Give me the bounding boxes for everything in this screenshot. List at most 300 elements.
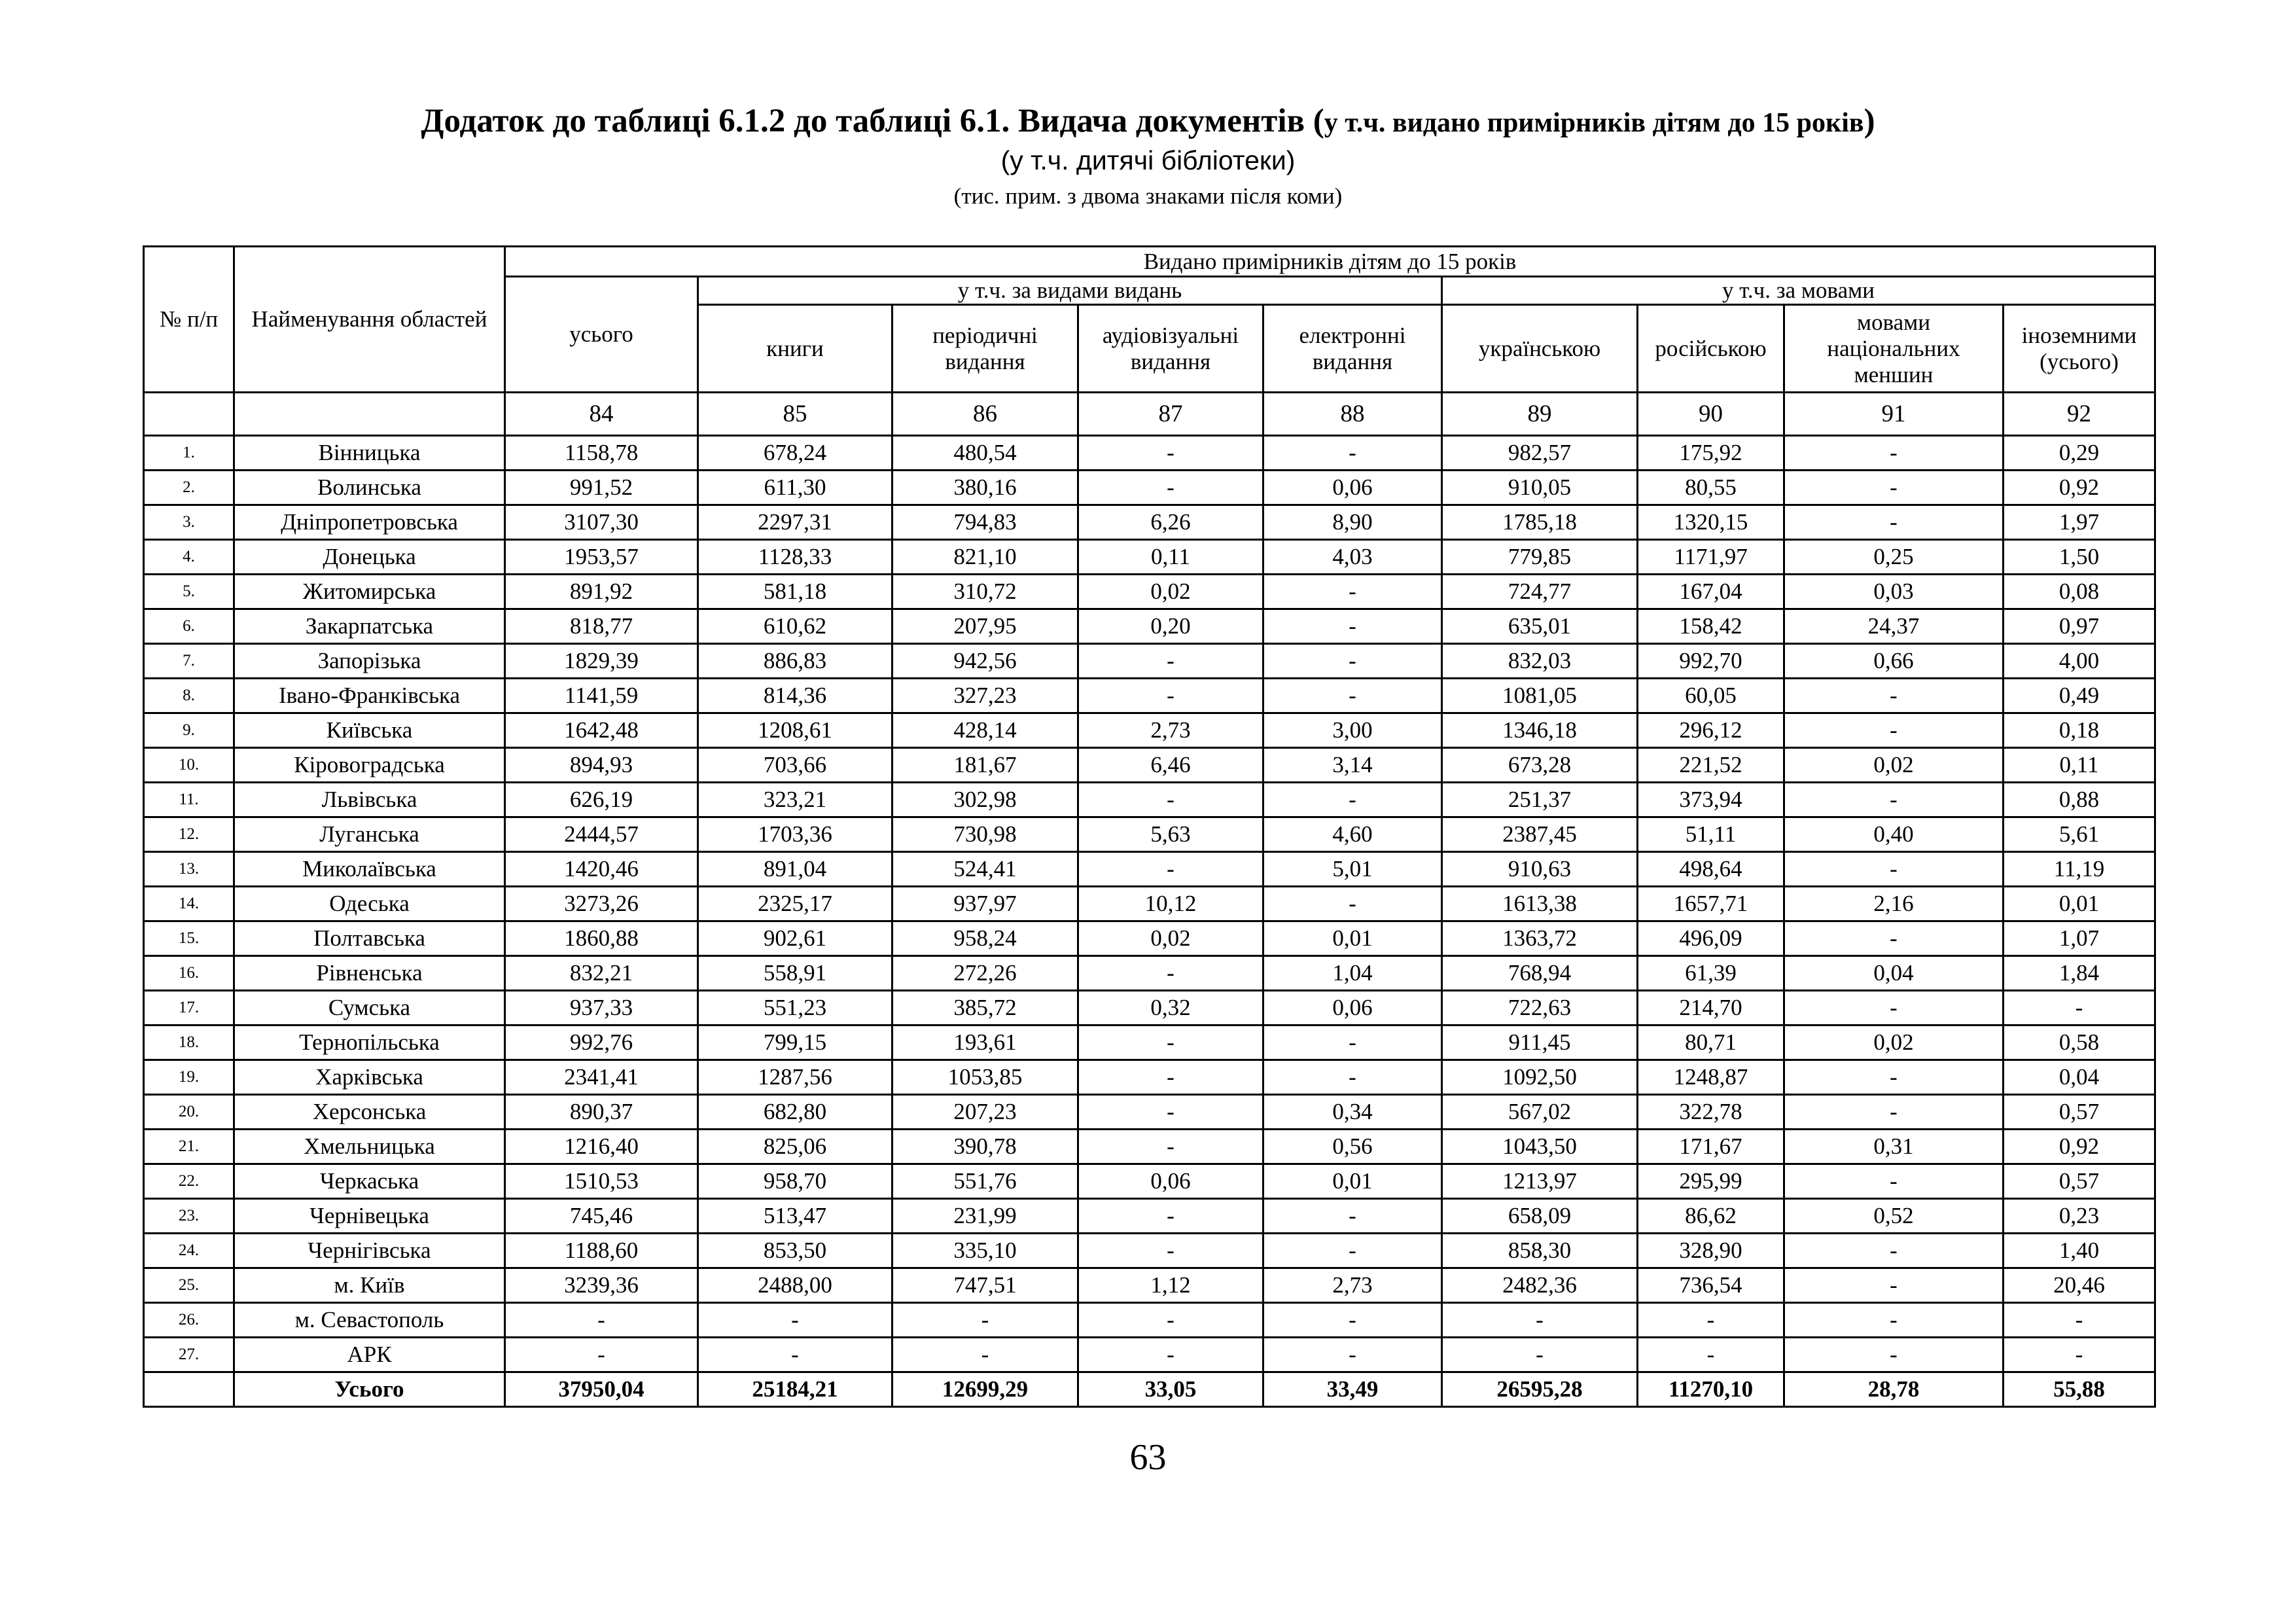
table-cell: 551,23 (698, 991, 892, 1026)
table-cell: 207,23 (892, 1095, 1078, 1130)
table-cell: 80,55 (1638, 471, 1784, 505)
table-cell: - (1078, 1026, 1263, 1060)
table-cell: 678,24 (698, 436, 892, 471)
table-cell: 25184,21 (698, 1372, 892, 1407)
table-cell: - (1078, 1234, 1263, 1268)
table-cell: - (1784, 1303, 2004, 1338)
title-main: Додаток до таблиці 6.1.2 до таблиці 6.1. Видача документів ( (421, 103, 1324, 139)
table-cell: - (1078, 1095, 1263, 1130)
row-number: 23. (144, 1199, 234, 1234)
table-cell: - (1784, 505, 2004, 540)
region-name: Івано-Франківська (234, 679, 505, 713)
table-cell: 3107,30 (505, 505, 698, 540)
table-cell: - (505, 1338, 698, 1372)
column-number: 89 (1442, 393, 1638, 436)
table-row (144, 1060, 2155, 1095)
table-cell: 1171,97 (1638, 540, 1784, 575)
data-table (143, 245, 2156, 1408)
table-cell: 858,30 (1442, 1234, 1638, 1268)
table-cell: 703,66 (698, 748, 892, 783)
table-cell: 0,92 (2004, 1130, 2155, 1164)
table-cell: 1208,61 (698, 713, 892, 748)
table-cell: 1216,40 (505, 1130, 698, 1164)
table-cell: 86,62 (1638, 1199, 1784, 1234)
table-cell: - (1784, 783, 2004, 817)
table-cell: 10,12 (1078, 887, 1263, 921)
table-cell: 0,88 (2004, 783, 2155, 817)
table-cell: 1363,72 (1442, 921, 1638, 956)
table-cell: 0,02 (1784, 1026, 2004, 1060)
table-cell: 0,56 (1263, 1130, 1442, 1164)
table-cell: 853,50 (698, 1234, 892, 1268)
table-row (144, 644, 2155, 679)
table-row (144, 921, 2155, 956)
table-row (144, 1303, 2155, 1338)
table-cell: 1,07 (2004, 921, 2155, 956)
table-cell: 1,50 (2004, 540, 2155, 575)
table-cell: 991,52 (505, 471, 698, 505)
table-cell: 61,39 (1638, 956, 1784, 991)
table-cell: - (1442, 1303, 1638, 1338)
table-cell: 0,20 (1078, 609, 1263, 644)
region-name: Хмельницька (234, 1130, 505, 1164)
table-row (144, 1268, 2155, 1303)
table-cell: - (1078, 436, 1263, 471)
region-name: АРК (234, 1338, 505, 1372)
table-cell: 1081,05 (1442, 679, 1638, 713)
table-cell: 2,73 (1263, 1268, 1442, 1303)
region-name: Дніпропетровська (234, 505, 505, 540)
table-cell: 768,94 (1442, 956, 1638, 991)
table-cell: - (1784, 852, 2004, 887)
table-cell: - (2004, 1303, 2155, 1338)
col-header-foreign: іноземними (усього) (2004, 305, 2155, 393)
table-cell: 736,54 (1638, 1268, 1784, 1303)
table-cell: 902,61 (698, 921, 892, 956)
table-cell: 2297,31 (698, 505, 892, 540)
table-cell: - (1784, 471, 2004, 505)
table-cell: 24,37 (1784, 609, 2004, 644)
table-cell: - (1784, 1338, 2004, 1372)
table-cell: 937,97 (892, 887, 1078, 921)
table-cell: 181,67 (892, 748, 1078, 783)
table-cell: 0,32 (1078, 991, 1263, 1026)
table-cell: 745,46 (505, 1199, 698, 1234)
table-cell: 1657,71 (1638, 887, 1784, 921)
table-row (144, 991, 2155, 1026)
region-name: Київська (234, 713, 505, 748)
row-number: 9. (144, 713, 234, 748)
region-name: Донецька (234, 540, 505, 575)
table-cell: - (1078, 1199, 1263, 1234)
table-cell: 1,97 (2004, 505, 2155, 540)
column-number: 87 (1078, 393, 1263, 436)
region-name: Херсонська (234, 1095, 505, 1130)
table-cell: 611,30 (698, 471, 892, 505)
row-number: 17. (144, 991, 234, 1026)
region-name: Вінницька (234, 436, 505, 471)
title-close: ) (1863, 103, 1875, 139)
table-cell: 1785,18 (1442, 505, 1638, 540)
region-name: м. Київ (234, 1268, 505, 1303)
table-cell: 1248,87 (1638, 1060, 1784, 1095)
table-cell: 207,95 (892, 609, 1078, 644)
row-number: 24. (144, 1234, 234, 1268)
table-cell: 958,70 (698, 1164, 892, 1199)
col-header-audiovisual: аудіовізуальні видання (1078, 305, 1263, 393)
table-cell: 524,41 (892, 852, 1078, 887)
document-subtitle: (у т.ч. дитячі бібліотеки) (1000, 145, 1296, 175)
table-cell: 779,85 (1442, 540, 1638, 575)
row-number: 22. (144, 1164, 234, 1199)
region-name: Чернігівська (234, 1234, 505, 1268)
table-cell: 0,58 (2004, 1026, 2155, 1060)
table-cell: 28,78 (1784, 1372, 2004, 1407)
row-number: 2. (144, 471, 234, 505)
col-header-russian: російською (1638, 305, 1784, 393)
region-name: Миколаївська (234, 852, 505, 887)
table-cell: 1953,57 (505, 540, 698, 575)
row-number: 18. (144, 1026, 234, 1060)
region-name: Кіровоградська (234, 748, 505, 783)
table-cell: 2,16 (1784, 887, 2004, 921)
table-cell: 390,78 (892, 1130, 1078, 1164)
table-cell: 251,37 (1442, 783, 1638, 817)
column-number: 90 (1638, 393, 1784, 436)
table-cell: 193,61 (892, 1026, 1078, 1060)
page-number: 63 (1129, 1437, 1167, 1478)
group-types-header: у т.ч. за видами видань (698, 277, 1442, 305)
row-number: 21. (144, 1130, 234, 1164)
table-cell: 295,99 (1638, 1164, 1784, 1199)
row-number: 12. (144, 817, 234, 852)
table-cell: 0,02 (1784, 748, 2004, 783)
region-name: Волинська (234, 471, 505, 505)
table-cell: 910,05 (1442, 471, 1638, 505)
table-cell: - (698, 1303, 892, 1338)
table-cell: 551,76 (892, 1164, 1078, 1199)
table-cell: 6,26 (1078, 505, 1263, 540)
table-row (144, 1234, 2155, 1268)
table-cell: 302,98 (892, 783, 1078, 817)
table-cell: 1420,46 (505, 852, 698, 887)
column-number: 85 (698, 393, 892, 436)
table-cell: 20,46 (2004, 1268, 2155, 1303)
col-name-header: Найменування областей (234, 247, 505, 393)
table-cell: 428,14 (892, 713, 1078, 748)
table-cell: 3273,26 (505, 887, 698, 921)
table-cell: 1510,53 (505, 1164, 698, 1199)
table-cell: 0,52 (1784, 1199, 2004, 1234)
column-number-blank (234, 393, 505, 436)
table-row (144, 1338, 2155, 1372)
table-cell: - (1263, 1060, 1442, 1095)
region-name: Чернівецька (234, 1199, 505, 1234)
table-cell: 1346,18 (1442, 713, 1638, 748)
table-cell: 33,05 (1078, 1372, 1263, 1407)
table-cell: 0,02 (1078, 921, 1263, 956)
table-cell: 33,49 (1263, 1372, 1442, 1407)
table-cell: - (1784, 921, 2004, 956)
table-cell: - (1078, 1338, 1263, 1372)
table-row (144, 540, 2155, 575)
row-number: 1. (144, 436, 234, 471)
table-cell: 958,24 (892, 921, 1078, 956)
col-header-electronic: електронні видання (1263, 305, 1442, 393)
table-cell: - (698, 1338, 892, 1372)
row-number: 5. (144, 575, 234, 609)
table-cell: 0,04 (2004, 1060, 2155, 1095)
table-cell: - (1263, 783, 1442, 817)
region-name: Львівська (234, 783, 505, 817)
column-number: 88 (1263, 393, 1442, 436)
table-cell: 60,05 (1638, 679, 1784, 713)
table-cell: - (1263, 1338, 1442, 1372)
table-cell: 635,01 (1442, 609, 1638, 644)
table-cell: 682,80 (698, 1095, 892, 1130)
table-cell: - (1263, 1026, 1442, 1060)
region-name: Луганська (234, 817, 505, 852)
table-cell: 747,51 (892, 1268, 1078, 1303)
table-cell: - (1784, 436, 2004, 471)
table-cell: 327,23 (892, 679, 1078, 713)
table-cell: - (1442, 1338, 1638, 1372)
row-number: 11. (144, 783, 234, 817)
table-cell: 328,90 (1638, 1234, 1784, 1268)
column-number: 91 (1784, 393, 2004, 436)
table-cell: 1141,59 (505, 679, 698, 713)
table-cell: 730,98 (892, 817, 1078, 852)
table-cell: 310,72 (892, 575, 1078, 609)
table-cell: 322,78 (1638, 1095, 1784, 1130)
col-header-books: книги (698, 305, 892, 393)
table-cell: 0,57 (2004, 1164, 2155, 1199)
table-row (144, 713, 2155, 748)
table-cell: 80,71 (1638, 1026, 1784, 1060)
table-cell: 11,19 (2004, 852, 2155, 887)
table-cell: 0,11 (2004, 748, 2155, 783)
row-number (144, 1372, 234, 1407)
col-header-total: усього (505, 277, 698, 393)
col-header-ukrainian: українською (1442, 305, 1638, 393)
table-cell: 886,83 (698, 644, 892, 679)
table-cell: 626,19 (505, 783, 698, 817)
table-cell: 0,40 (1784, 817, 2004, 852)
row-number: 10. (144, 748, 234, 783)
table-cell: 0,01 (1263, 1164, 1442, 1199)
table-cell: - (892, 1338, 1078, 1372)
col-num-header: № п/п (144, 247, 234, 393)
table-cell: - (1078, 644, 1263, 679)
row-number: 13. (144, 852, 234, 887)
region-name: Запорізька (234, 644, 505, 679)
table-cell: 0,02 (1078, 575, 1263, 609)
column-number-blank (144, 393, 234, 436)
table-row (144, 887, 2155, 921)
table-cell: - (1263, 436, 1442, 471)
row-number: 25. (144, 1268, 234, 1303)
table-cell: 0,01 (1263, 921, 1442, 956)
table-cell: 373,94 (1638, 783, 1784, 817)
row-number: 4. (144, 540, 234, 575)
table-cell: 2387,45 (1442, 817, 1638, 852)
table-row (144, 748, 2155, 783)
table-cell: 2482,36 (1442, 1268, 1638, 1303)
table-row (144, 471, 2155, 505)
table-cell: - (1263, 609, 1442, 644)
table-cell: - (1078, 1060, 1263, 1095)
column-number-row (144, 393, 2155, 436)
table-cell: 794,83 (892, 505, 1078, 540)
table-row (144, 679, 2155, 713)
table-cell: 171,67 (1638, 1130, 1784, 1164)
table-cell: 992,70 (1638, 644, 1784, 679)
table-cell: 724,77 (1442, 575, 1638, 609)
column-number: 86 (892, 393, 1078, 436)
row-number: 19. (144, 1060, 234, 1095)
table-cell: - (1263, 644, 1442, 679)
table-cell: 1613,38 (1442, 887, 1638, 921)
table-cell: 0,25 (1784, 540, 2004, 575)
region-name: Житомирська (234, 575, 505, 609)
table-cell: - (1078, 956, 1263, 991)
table-cell: 1287,56 (698, 1060, 892, 1095)
table-cell: 2325,17 (698, 887, 892, 921)
table-cell: 37950,04 (505, 1372, 698, 1407)
region-name: Усього (234, 1372, 505, 1407)
document-title (0, 101, 2296, 143)
table-cell: - (1784, 1234, 2004, 1268)
table-cell: - (1263, 679, 1442, 713)
table-cell: 558,91 (698, 956, 892, 991)
table-cell: 1128,33 (698, 540, 892, 575)
table-cell: - (1784, 713, 2004, 748)
table-row (144, 1026, 2155, 1060)
table-cell: - (1263, 575, 1442, 609)
table-cell: 323,21 (698, 783, 892, 817)
table-cell: 658,09 (1442, 1199, 1638, 1234)
table-cell: 498,64 (1638, 852, 1784, 887)
table-cell: - (1784, 1268, 2004, 1303)
table-cell: 0,06 (1263, 991, 1442, 1026)
table-cell: 5,01 (1263, 852, 1442, 887)
table-row (144, 1164, 2155, 1199)
row-number: 16. (144, 956, 234, 991)
table-cell: 825,06 (698, 1130, 892, 1164)
table-body (144, 436, 2155, 1407)
table-cell: 942,56 (892, 644, 1078, 679)
table-cell: 1043,50 (1442, 1130, 1638, 1164)
table-cell: 937,33 (505, 991, 698, 1026)
table-cell: 0,57 (2004, 1095, 2155, 1130)
table-cell: 0,03 (1784, 575, 2004, 609)
table-cell: 11270,10 (1638, 1372, 1784, 1407)
table-cell: 832,21 (505, 956, 698, 991)
table-cell: 891,92 (505, 575, 698, 609)
table-row (144, 817, 2155, 852)
group-main-header: Видано примірників дітям до 15 років (505, 247, 2155, 277)
row-number: 20. (144, 1095, 234, 1130)
table-cell: 1158,78 (505, 436, 698, 471)
units-note: (тис. прим. з двома знаками після коми) (953, 183, 1343, 209)
table-cell: 6,46 (1078, 748, 1263, 783)
table-cell: 0,97 (2004, 609, 2155, 644)
table-cell: 1,40 (2004, 1234, 2155, 1268)
table-cell: 480,54 (892, 436, 1078, 471)
table-cell: 722,63 (1442, 991, 1638, 1026)
table-row (144, 1199, 2155, 1234)
table-cell: 55,88 (2004, 1372, 2155, 1407)
table-row (144, 852, 2155, 887)
table-row (144, 956, 2155, 991)
row-number: 6. (144, 609, 234, 644)
table-cell: 8,90 (1263, 505, 1442, 540)
table-cell: 982,57 (1442, 436, 1638, 471)
title-qualifier: у т.ч. видано примірників дітям до 15 років (1324, 108, 1864, 138)
table-cell: 610,62 (698, 609, 892, 644)
group-langs-header: у т.ч. за мовами (1442, 277, 2155, 305)
table-cell: 0,06 (1078, 1164, 1263, 1199)
table-cell: 175,92 (1638, 436, 1784, 471)
region-name: Рівненська (234, 956, 505, 991)
table-cell: - (1638, 1303, 1784, 1338)
row-number: 15. (144, 921, 234, 956)
table-cell: - (1078, 783, 1263, 817)
table-cell: 214,70 (1638, 991, 1784, 1026)
table-cell: 221,52 (1638, 748, 1784, 783)
table-cell: 5,61 (2004, 817, 2155, 852)
table-cell: 51,11 (1638, 817, 1784, 852)
table-cell: 26595,28 (1442, 1372, 1638, 1407)
table-cell: 513,47 (698, 1199, 892, 1234)
table-cell: 5,63 (1078, 817, 1263, 852)
table-cell: - (892, 1303, 1078, 1338)
table-cell: - (1784, 1060, 2004, 1095)
table-row (144, 609, 2155, 644)
table-cell: 380,16 (892, 471, 1078, 505)
table-cell: - (1263, 1199, 1442, 1234)
region-name: Сумська (234, 991, 505, 1026)
table-cell: - (1078, 1303, 1263, 1338)
table-cell: 1642,48 (505, 713, 698, 748)
col-header-minority-langs: мовами національних меншин (1784, 305, 2004, 393)
table-cell: - (1263, 887, 1442, 921)
table-cell: 3,14 (1263, 748, 1442, 783)
table-cell: 0,04 (1784, 956, 2004, 991)
table-row (144, 436, 2155, 471)
table-cell: 581,18 (698, 575, 892, 609)
column-number: 84 (505, 393, 698, 436)
table-cell: 1703,36 (698, 817, 892, 852)
table-cell: 167,04 (1638, 575, 1784, 609)
table-cell: - (505, 1303, 698, 1338)
table-cell: 1860,88 (505, 921, 698, 956)
table-cell: 0,34 (1263, 1095, 1442, 1130)
total-row (144, 1372, 2155, 1407)
table-cell: 0,23 (2004, 1199, 2155, 1234)
table-cell: - (1784, 1164, 2004, 1199)
table-row (144, 1130, 2155, 1164)
table-cell: 1,12 (1078, 1268, 1263, 1303)
table-cell: 2,73 (1078, 713, 1263, 748)
table-cell: 2444,57 (505, 817, 698, 852)
table-cell: 496,09 (1638, 921, 1784, 956)
table-cell: 0,01 (2004, 887, 2155, 921)
table-cell: - (1078, 471, 1263, 505)
table-cell: 0,08 (2004, 575, 2155, 609)
table-cell: - (1784, 1095, 2004, 1130)
table-cell: 2341,41 (505, 1060, 698, 1095)
